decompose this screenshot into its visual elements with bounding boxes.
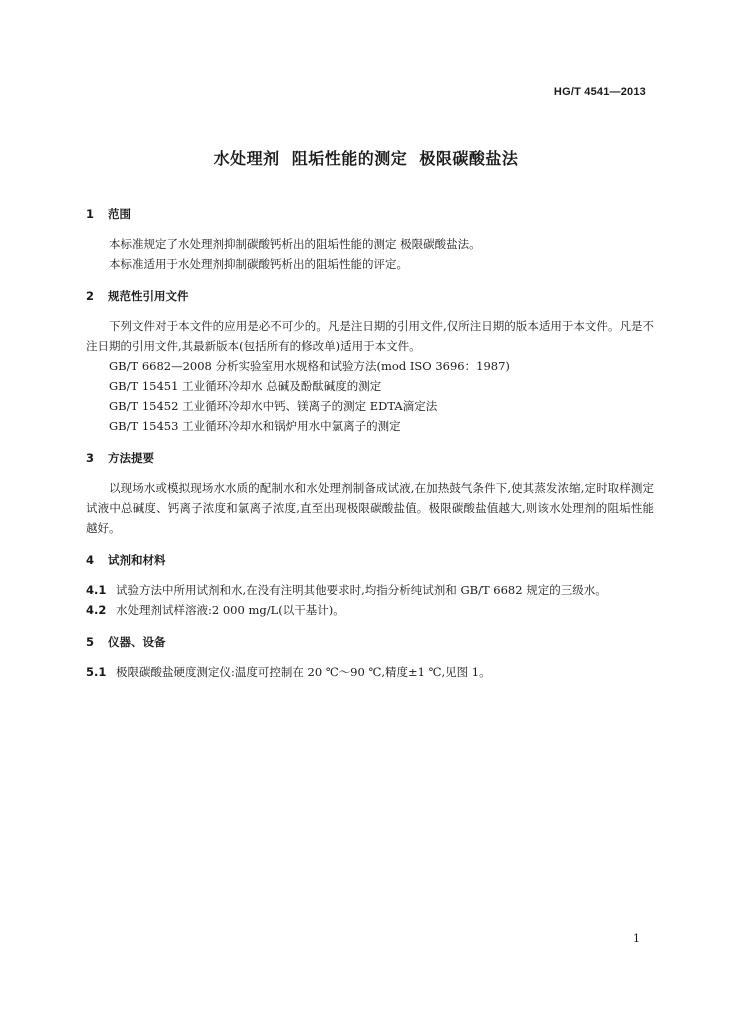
section-number: 1 <box>86 207 95 221</box>
section-number: 5 <box>86 635 95 649</box>
section-1-heading <box>86 204 654 224</box>
clause <box>86 662 654 682</box>
paragraph: 以现场水或模拟现场水水质的配制水和水处理剂制备成试液,在加热鼓气条件下,使其蒸发浓缩,定时取样测定试液中总碱度、钙离子浓度和氯离子浓度,直至出现极限碳酸盐值。极限碳酸盐值越大,则该水处理剂的阻垢性能越好。 <box>86 481 654 535</box>
clause-number: 5.1 <box>86 665 107 679</box>
clause-text: 极限碳酸盐硬度测定仪:温度可控制在 20 ℃～90 ℃,精度±1 ℃,见图 1。 <box>116 665 491 679</box>
section-title: 范围 <box>108 207 131 221</box>
reference-item: GB/T 6682—2008 分析实验室用水规格和试验方法(mod ISO 3696：1987) <box>109 359 510 373</box>
section-title: 方法提要 <box>108 451 154 465</box>
section-title: 试剂和材料 <box>108 553 166 567</box>
section-2-heading <box>86 286 654 306</box>
standard-number: HG/T 4541—2013 <box>553 86 646 98</box>
paragraph: 下列文件对于本文件的应用是必不可少的。凡是注日期的引用文件,仅所注日期的版本适用于本文件。凡是不注日期的引用文件,其最新版本(包括所有的修改单)适用于本文件。 <box>86 319 654 353</box>
clause <box>86 580 654 600</box>
reference-item: GB/T 15452 工业循环冷却水中钙、镁离子的测定 EDTA滴定法 <box>109 399 438 413</box>
clause-text: 试验方法中所用试剂和水,在没有注明其他要求时,均指分析纯试剂和 GB/T 6682 规定的三级水。 <box>116 583 607 597</box>
section-number: 2 <box>86 289 95 303</box>
page-number: 1 <box>633 932 640 945</box>
section-number: 4 <box>86 553 95 567</box>
document-title: 水处理剂 阻垢性能的测定 极限碳酸盐法 <box>213 149 519 168</box>
document-body <box>86 204 654 682</box>
paragraph: 本标准适用于水处理剂抑制碳酸钙析出的阻垢性能的评定。 <box>109 257 408 271</box>
clause-text: 水处理剂试样溶液:2 000 mg/L(以干基计)。 <box>116 603 345 617</box>
reference-item: GB/T 15451 工业循环冷却水 总碱及酚酞碱度的测定 <box>109 379 382 393</box>
paragraph: 本标准规定了水处理剂抑制碳酸钙析出的阻垢性能的测定 极限碳酸盐法。 <box>109 237 481 251</box>
section-4-heading <box>86 550 654 570</box>
section-5-heading <box>86 632 654 652</box>
reference-item: GB/T 15453 工业循环冷却水和锅炉用水中氯离子的测定 <box>109 419 401 433</box>
section-number: 3 <box>86 451 95 465</box>
section-title: 规范性引用文件 <box>108 289 189 303</box>
section-3-heading <box>86 448 654 468</box>
section-title: 仪器、设备 <box>108 635 166 649</box>
clause-number: 4.1 <box>86 583 107 597</box>
clause <box>86 600 654 620</box>
clause-number: 4.2 <box>86 603 107 617</box>
